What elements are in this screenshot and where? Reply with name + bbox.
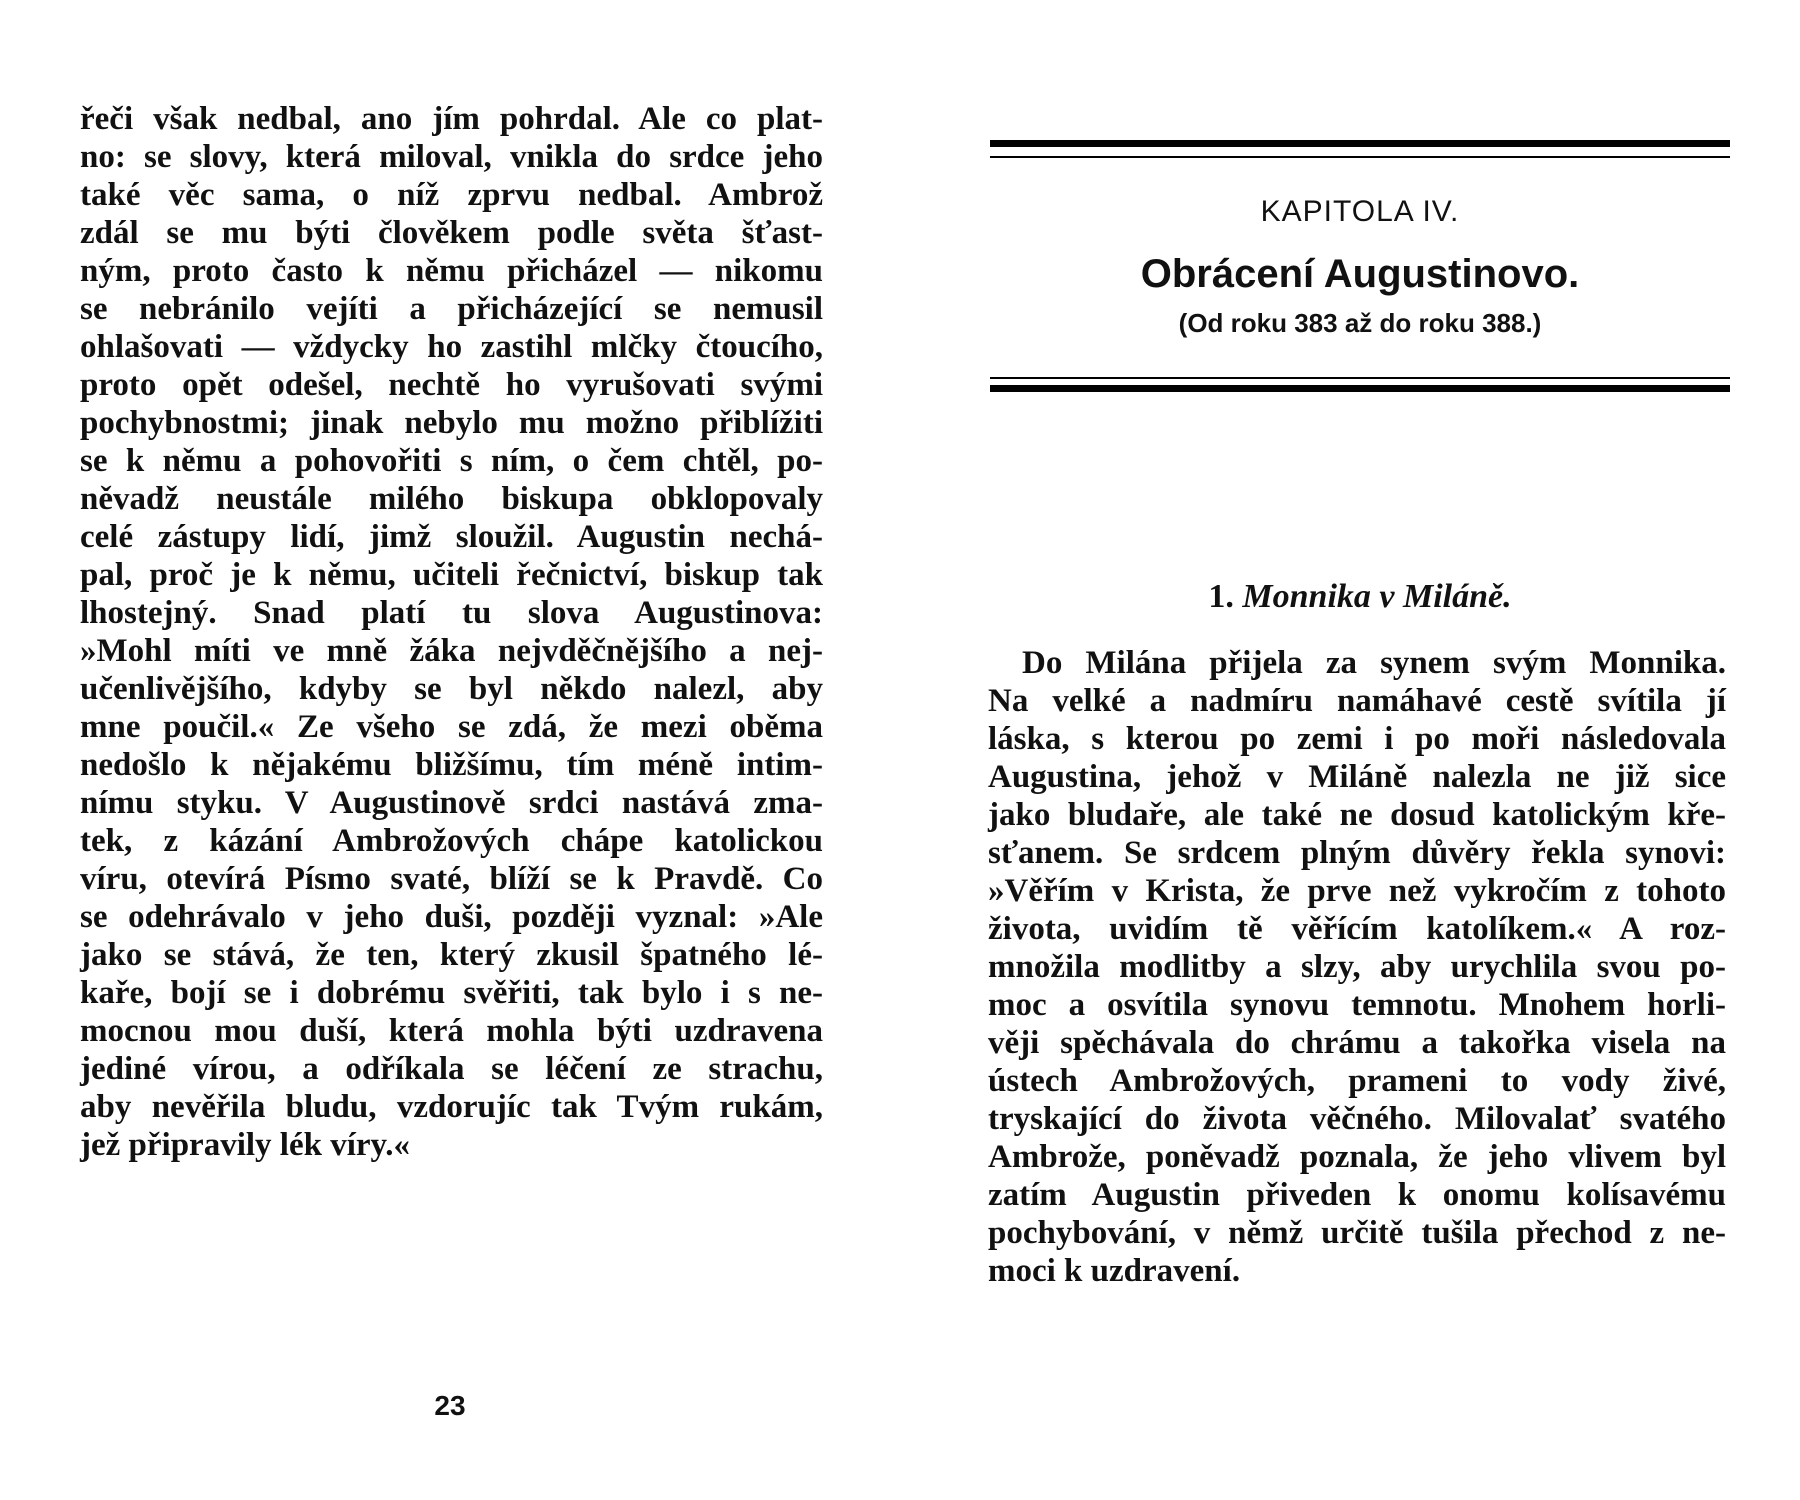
chapter-title: Obrácení Augustinovo. [1140, 252, 1580, 296]
text-line: se nebránilo vejíti a přicházející se nemusil [80, 291, 823, 327]
chapter-dates: (Od roku 383 až do roku 388.) [1178, 308, 1542, 338]
text-line: moci k uzdravení. [988, 1253, 1241, 1289]
text-line: tryskající do života věčného. Milovalať svatého [988, 1101, 1726, 1137]
text-line: života, uvidím tě věřícím katolíkem.« A roz- [988, 911, 1726, 947]
section-title: Monnika v Miláně. [1242, 578, 1512, 615]
text-line: jediné vírou, a odříkala se léčení ze strachu, [80, 1051, 823, 1087]
text-line: tek, z kázání Ambrožových chápe katolickou [80, 823, 823, 859]
text-line: celé zástupy lidí, jimž sloužil. Augustin nechá- [80, 519, 823, 555]
section-heading [990, 578, 1730, 616]
text-line: kaře, bojí se i dobrému svěřiti, tak bylo i s ne- [80, 975, 823, 1011]
text-line: mocnou mou duší, která mohla býti uzdravena [80, 1013, 823, 1049]
text-line: se k němu a pohovořiti s ním, o čem chtěl, po- [80, 443, 823, 479]
text-line: ohlašovati — vždycky ho zastihl mlčky čtoucího, [80, 329, 823, 365]
text-line: ným, proto často k němu přicházel — nikomu [80, 253, 823, 289]
text-line: věji spěchávala do chrámu a takořka visela na [988, 1025, 1726, 1061]
text-line: nedošlo k nějakému bližšímu, tím méně intim- [80, 747, 823, 783]
bottom-thin-rule [990, 377, 1730, 379]
text-line: »Mohl míti ve mně žáka nejvděčnějšího a nej- [80, 633, 823, 669]
text-line: Do Milána přijela za synem svým Monnika. [1022, 645, 1726, 681]
text-line: »Věřím v Krista, že prve než vykročím z tohoto [988, 873, 1726, 909]
text-line: mne poučil.« Ze všeho se zdá, že mezi oběma [80, 709, 823, 745]
text-line: nímu styku. V Augustinově srdci nastává zma- [80, 785, 823, 821]
text-line: zdál se mu býti člověkem podle světa šťast- [80, 215, 823, 251]
text-line: Na velké a nadmíru namáhavé cestě svítila jí [988, 683, 1726, 719]
section-number: 1. [1208, 578, 1234, 615]
text-line: jako se stává, že ten, který zkusil špatného lé- [80, 937, 823, 973]
text-line: Augustina, jehož v Miláně nalezla ne již sice [988, 759, 1726, 795]
text-line: učenlivějšího, kdyby se byl někdo nalezl, aby [80, 671, 823, 707]
text-line: pochybnostmi; jinak nebylo mu možno přiblížiti [80, 405, 823, 441]
text-line: pochybování, v němž určitě tušila přechod z ne- [988, 1215, 1726, 1251]
text-line: ústech Ambrožových, prameni to vody živé, [988, 1063, 1726, 1099]
text-line: pal, proč je k němu, učiteli řečnictví, biskup tak [80, 557, 823, 593]
text-line: jež připravily lék víry.« [80, 1127, 410, 1163]
text-line: množila modlitby a slzy, aby urychlila svou po- [988, 949, 1726, 985]
text-line: Ambrože, poněvadž poznala, že jeho vlivem byl [988, 1139, 1726, 1175]
text-line: víru, otevírá Písmo svaté, blíží se k Pravdě. Co [80, 861, 823, 897]
bottom-thick-rule [990, 385, 1730, 392]
text-line: aby nevěřila bludu, vzdorujíc tak Tvým rukám, [80, 1089, 823, 1125]
text-line: lhostejný. Snad platí tu slova Augustinova: [80, 595, 823, 631]
text-line: no: se slovy, která miloval, vnikla do srdce jeho [80, 139, 823, 175]
text-line: také věc sama, o níž zprvu nedbal. Ambrož [80, 177, 823, 213]
text-line: řeči však nedbal, ano jím pohrdal. Ale co plat- [80, 101, 823, 137]
text-line: něvadž neustále milého biskupa obklopovaly [80, 481, 823, 517]
text-line: zatím Augustin přiveden k onomu kolísavému [988, 1177, 1726, 1213]
chapter-label: KAPITOLA IV. [1260, 195, 1460, 228]
text-line: jako bludaře, ale také ne dosud katolickým kře- [988, 797, 1726, 833]
text-line: proto opět odešel, nechtě ho vyrušovati svými [80, 367, 823, 403]
text-line: láska, s kterou po zemi i po moři následovala [988, 721, 1726, 757]
top-thin-rule [990, 156, 1730, 158]
text-line: sťanem. Se srdcem plným důvěry řekla synovi: [988, 835, 1726, 871]
text-line: moc a osvítila synovu temnotu. Mnohem horli- [988, 987, 1726, 1023]
top-thick-rule [990, 140, 1730, 147]
page-number: 23 [434, 1390, 466, 1421]
text-line: se odehrávalo v jeho duši, později vyznal: »Ale [80, 899, 823, 935]
right-page [900, 0, 1800, 1500]
